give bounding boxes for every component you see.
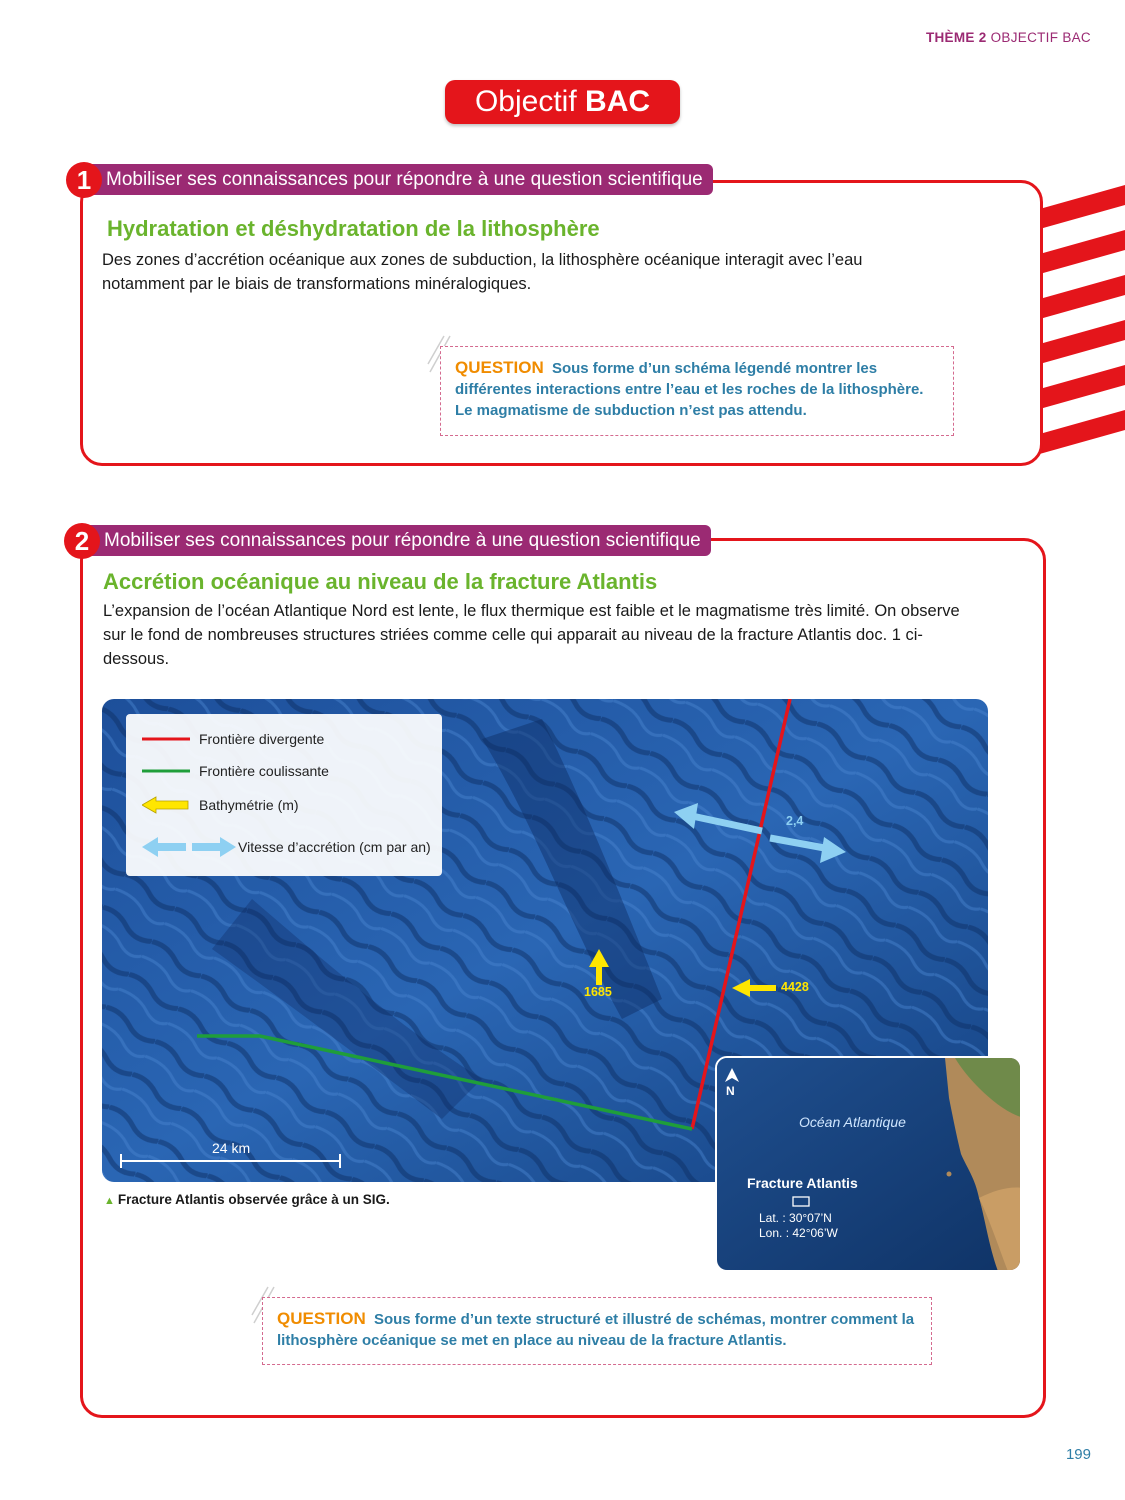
objective-label: OBJECTIF BAC	[990, 30, 1091, 45]
question-2-label: QUESTION	[277, 1309, 366, 1328]
transform-boundary-line	[197, 1036, 692, 1129]
title-part1: Objectif	[474, 85, 577, 118]
legend-bathymetry-label: Bathymétrie (m)	[199, 797, 299, 813]
section-1-banner: Mobiliser ses connaissances pour répondre à une question scientifique	[84, 164, 713, 195]
map-caption	[104, 1192, 390, 1207]
legend-yellow-arrow-icon	[142, 795, 192, 815]
theme-label: THÈME 2	[925, 30, 987, 45]
spreading-arrow-right	[770, 837, 846, 863]
inset-map	[715, 1056, 1022, 1272]
north-arrow-icon	[725, 1068, 739, 1082]
legend-spreading-label: Vitesse d’accrétion (cm par an)	[238, 839, 431, 855]
legend-divergent-label: Frontière divergente	[199, 731, 325, 747]
bathymetry-arrow-left	[732, 979, 776, 997]
section-2-banner: Mobiliser ses connaissances pour répondre à une question scientifique	[82, 525, 711, 556]
question-2-box	[262, 1297, 932, 1365]
depth-label-1685: 1685	[584, 985, 612, 999]
question-2-text: Sous forme d’un texte structuré et illustré de schémas, montrer comment la lithosphère océanique se met en place au niveau de la fracture Atlantis.	[277, 1311, 915, 1349]
north-label: N	[726, 1084, 735, 1098]
section-2-number: 2	[64, 523, 100, 559]
decorative-stripes	[1036, 180, 1125, 480]
section-2-title: Accrétion océanique au niveau de la fracture Atlantis	[103, 569, 658, 594]
question-1-box	[440, 346, 954, 436]
latitude-label: Lat. : 30°07’N	[759, 1211, 832, 1225]
bathymetry-arrow-up	[589, 949, 609, 985]
legend-transform-label: Frontière coulissante	[199, 763, 329, 779]
title-part2: BAC	[585, 85, 651, 118]
question-1-text: Sous forme d’un schéma légendé montrer les différentes interactions entre l’eau et les roches de la lithosphère. Le magmatisme de subduction n’est pas attendu.	[455, 360, 924, 419]
running-header	[926, 30, 1091, 45]
section-1-title: Hydratation et déshydratation de la lithosphère	[107, 216, 600, 241]
spreading-arrow-left	[674, 803, 762, 831]
spreading-rate-label: 2,4	[786, 814, 804, 828]
fracture-label: Fracture Atlantis	[747, 1175, 858, 1191]
page-title	[445, 80, 680, 124]
page-number: 199	[1065, 1446, 1091, 1463]
section-1-number: 1	[66, 162, 102, 198]
question-1-label: QUESTION	[455, 358, 544, 377]
depth-label-4428: 4428	[781, 980, 809, 994]
ocean-label: Océan Atlantique	[799, 1114, 906, 1130]
scale-label: 24 km	[212, 1140, 251, 1156]
caption-triangle-icon: ▲	[104, 1195, 115, 1207]
section-2-text: L’expansion de l’océan Atlantique Nord est lente, le flux thermique est faible et le magmatisme très limité. On observe sur le fond de nombreuses structures striées comme celle qui apparait au niveau de la fracture Atlantis doc. 1 ci-dessous.	[103, 602, 960, 668]
caption-text: Fracture Atlantis observée grâce à un SIG.	[117, 1192, 390, 1207]
longitude-label: Lon. : 42°06’W	[759, 1226, 838, 1240]
map-legend	[126, 714, 442, 876]
scale-bar	[121, 1154, 340, 1168]
legend-double-arrow-icon	[142, 837, 242, 857]
section-1-text: Des zones d’accrétion océanique aux zones de subduction, la lithosphère océanique interagit avec l’eau notamment par le biais de transformations minéralogiques.	[102, 251, 863, 293]
